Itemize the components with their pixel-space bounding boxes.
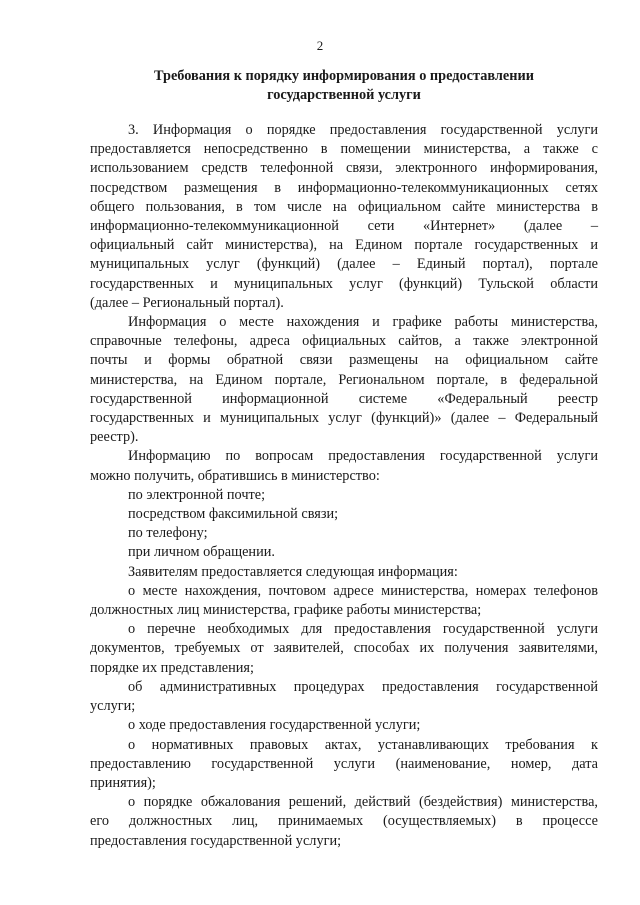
text-line: реестр). <box>90 429 139 446</box>
text-line: можно получить, обратившись в министерство: <box>90 467 380 484</box>
text-line: официальный сайт министерства), на Едином портале государственных и <box>90 237 598 254</box>
text-line: министерства, на Едином портале, Региональном портале, в федеральной <box>90 371 598 388</box>
text-line: о порядке обжалования решений, действий (бездействия) министерства, <box>128 794 598 811</box>
text-line: общего пользования, в том числе на официальном сайте министерства в <box>90 198 598 215</box>
text-line: должностных лиц министерства, графике работы министерства; <box>90 602 482 619</box>
text-line: Заявителям предоставляется следующая информация: <box>128 563 458 580</box>
text-line: почты и формы обратной связи размещены на официальном сайте <box>90 352 598 369</box>
text-line: информационно-телекоммуникационной сети «Интернет» (далее – <box>90 218 598 235</box>
text-line: 3. Информация о порядке предоставления государственной услуги <box>128 122 598 138</box>
text-line: Информация о месте нахождения и графике работы министерства, <box>128 314 598 331</box>
section-title <box>90 67 598 105</box>
text-line: государственных и муниципальных услуг (функций)» (далее – Федеральный <box>90 410 598 427</box>
text-line: использованием средств телефонной связи, электронного информирования, <box>90 160 598 177</box>
text-line: Информацию по вопросам предоставления государственной услуги <box>128 448 598 465</box>
text-line: при личном обращении. <box>128 544 275 561</box>
text-line: муниципальных услуг (функций) (далее – Единый портал), портале <box>90 256 598 273</box>
text-line: о месте нахождения, почтовом адресе министерства, номерах телефонов <box>128 582 598 599</box>
text-line: предоставлению государственной услуги (наименование, номер, дата <box>90 755 598 772</box>
text-line: о ходе предоставления государственной услуги; <box>128 717 421 734</box>
text-line: по телефону; <box>128 525 208 542</box>
document-body <box>90 121 598 851</box>
text-line: об административных процедурах предоставления государственной <box>128 678 598 695</box>
text-line: предоставления государственной услуги; <box>90 832 342 849</box>
text-line: предоставляется непосредственно в помещении министерства, а также с <box>90 141 598 158</box>
text-line: справочные телефоны, адреса официальных сайтов, а также электронной <box>90 333 598 350</box>
text-line: по электронной почте; <box>128 486 266 503</box>
section-title-line: государственной услуги <box>267 87 421 103</box>
text-line: принятия); <box>90 774 156 791</box>
text-line: порядке их представления; <box>90 659 254 676</box>
text-line: о перечне необходимых для предоставления государственной услуги <box>128 621 598 638</box>
text-line: его должностных лиц, принимаемых (осуществляемых) в процессе <box>90 813 598 830</box>
page-number: 2 <box>316 38 324 53</box>
section-title-line: Требования к порядку информирования о предоставлении <box>154 68 534 84</box>
text-line: документов, требуемых от заявителей, способах их получения заявителями, <box>90 640 598 657</box>
text-line: посредством размещения в информационно-телекоммуникационных сетях <box>90 179 598 196</box>
text-line: государственной информационной системе «Федеральный реестр <box>90 390 598 407</box>
text-line: государственных и муниципальных услуг (функций) Тульской области <box>90 275 598 292</box>
text-line: посредством факсимильной связи; <box>128 506 339 523</box>
text-line: о нормативных правовых актах, устанавливающих требования к <box>128 736 598 753</box>
text-line: услуги; <box>90 698 136 715</box>
text-line: (далее – Региональный портал). <box>90 294 284 311</box>
